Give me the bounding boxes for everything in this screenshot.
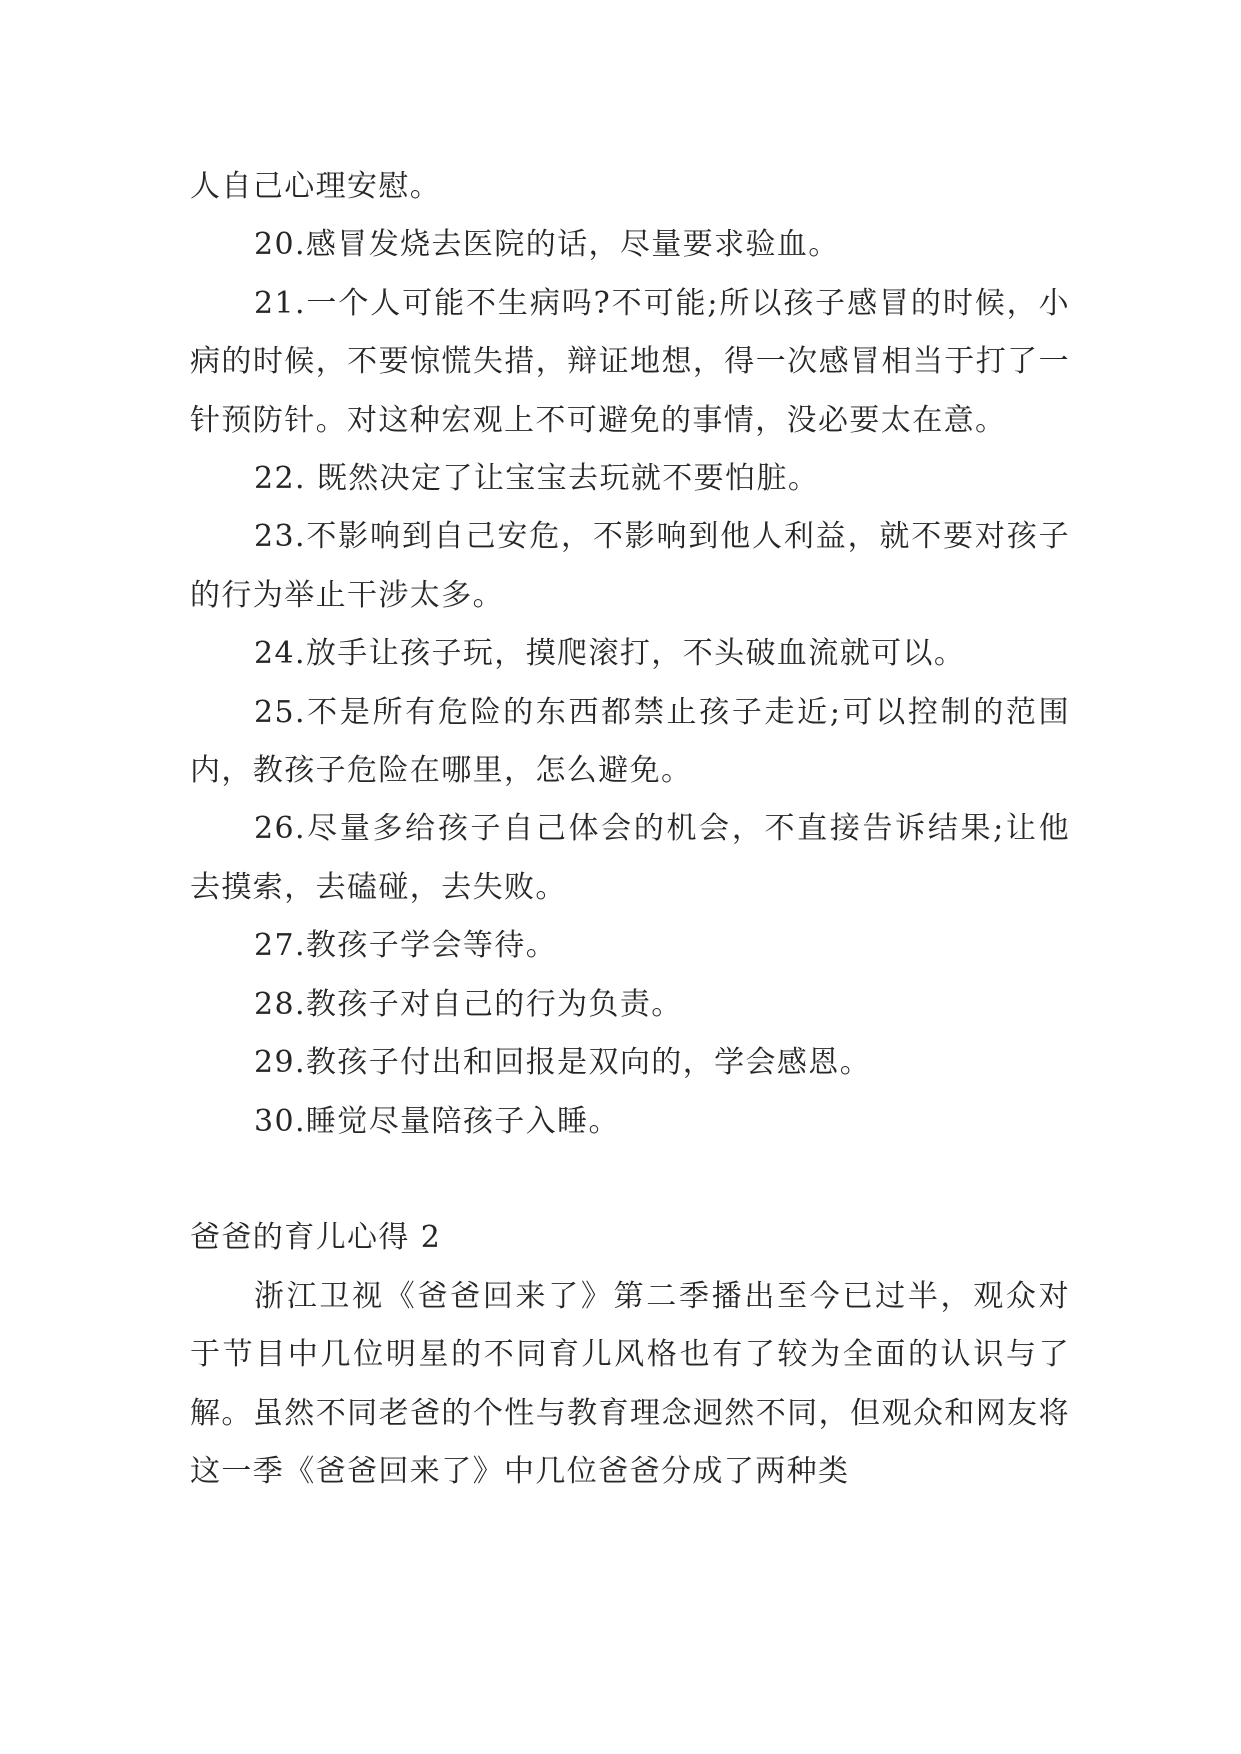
section-spacer bbox=[190, 1151, 1070, 1209]
paragraph-item-25: 25.不是所有危险的东西都禁止孩子走近;可以控制的范围内，教孩子危险在哪里，怎么避免。 bbox=[190, 694, 1070, 789]
paragraph-item-20: 20.感冒发烧去医院的话，尽量要求验血。 bbox=[254, 227, 840, 263]
document-body bbox=[190, 158, 1070, 1501]
paragraph-continued: 人自己心理安慰。 bbox=[190, 169, 442, 204]
paragraph-item-29: 29.教孩子付出和回报是双向的，学会感恩。 bbox=[254, 1045, 872, 1081]
paragraph-item-26: 26.尽量多给孩子自己体会的机会，不直接告诉结果;让他去摸索，去磕碰，去失败。 bbox=[190, 811, 1070, 905]
section-heading: 爸爸的育儿心得 2 bbox=[190, 1220, 442, 1256]
paragraph-item-27: 27.教孩子学会等待。 bbox=[254, 928, 558, 964]
paragraph-item-22: 22. 既然决定了让宝宝去玩就不要怕脏。 bbox=[254, 461, 820, 497]
section-body-paragraph: 浙江卫视《爸爸回来了》第二季播出至今已过半，观众对于节目中几位明星的不同育儿风格也有了较为全面的认识与了解。虽然不同老爸的个性与教育理念迥然不同，但观众和网友将这一季《爸爸回来了》中几位爸爸分成了两种类 bbox=[190, 1278, 1070, 1489]
paragraph-item-30: 30.睡觉尽量陪孩子入睡。 bbox=[254, 1103, 620, 1139]
paragraph-item-24: 24.放手让孩子玩，摸爬滚打，不头破血流就可以。 bbox=[254, 636, 966, 672]
paragraph-item-21: 21.一个人可能不生病吗?不可能;所以孩子感冒的时候，小病的时候，不要惊慌失措，辩证地想，得一次感冒相当于打了一针预防针。对这种宏观上不可避免的事情，没必要太在意。 bbox=[190, 285, 1070, 438]
paragraph-item-23: 23.不影响到自己安危，不影响到他人利益，就不要对孩子的行为举止干涉太多。 bbox=[190, 519, 1070, 613]
paragraph-item-28: 28.教孩子对自己的行为负责。 bbox=[254, 986, 683, 1022]
